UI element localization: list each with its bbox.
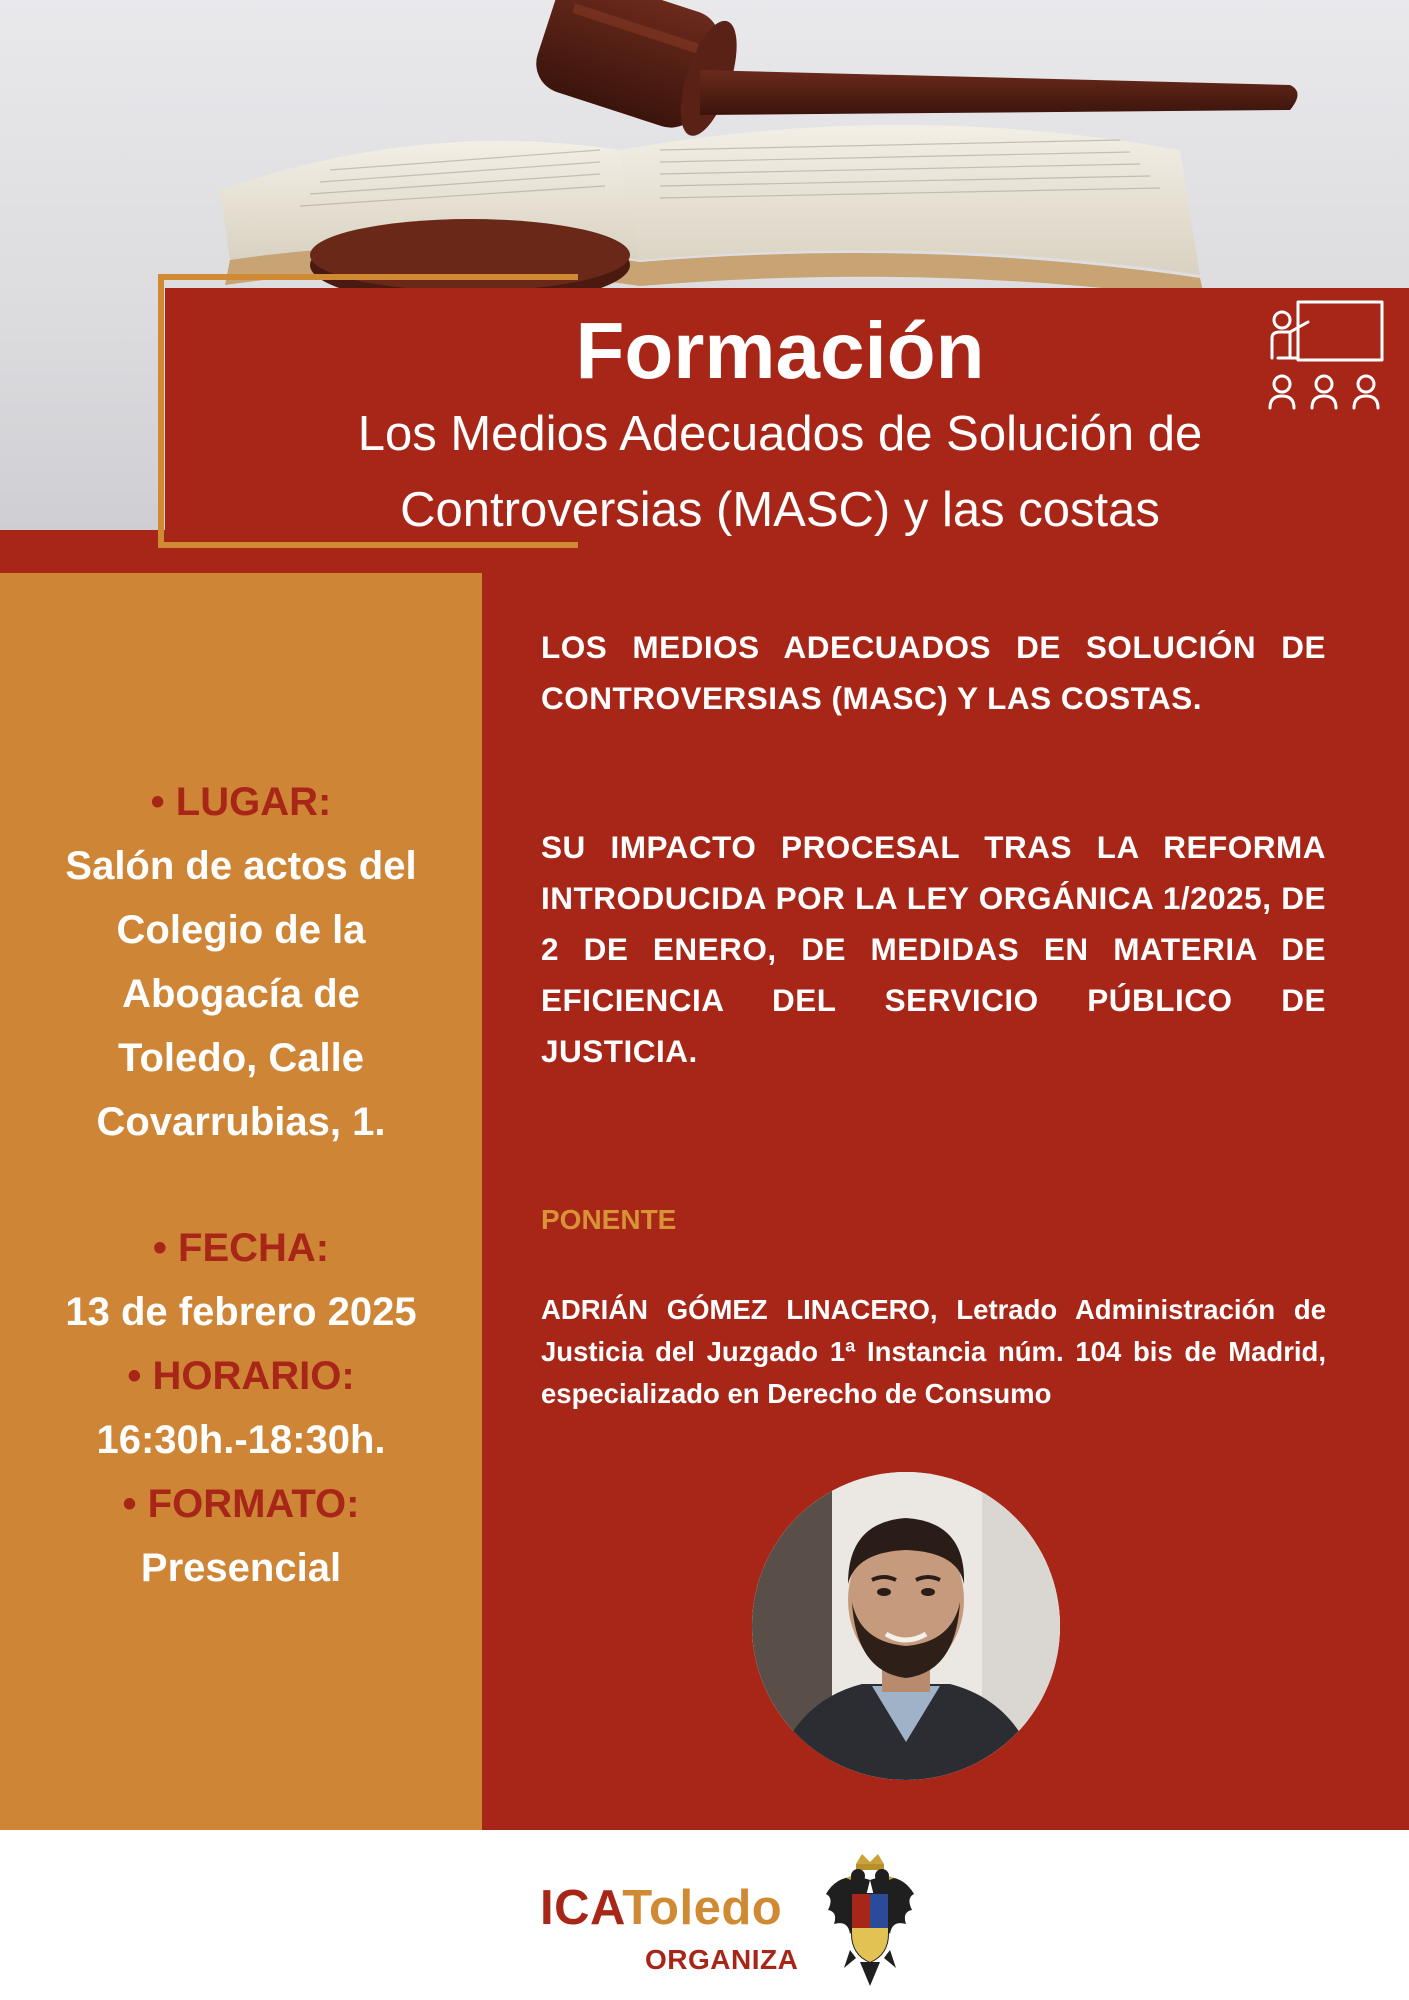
- course-title-text: LOS MEDIOS ADECUADOS DE SOLUCIÓN DE CONTROVERSIAS (MASC) Y LAS COSTAS.: [541, 629, 1326, 716]
- formato-value: Presencial: [140, 1546, 342, 1590]
- lugar-line: Colegio de la: [116, 908, 366, 952]
- teaching-board-icon: [1268, 298, 1388, 418]
- formato-label: • FORMATO:: [122, 1482, 360, 1526]
- horario-value: 16:30h.-18:30h.: [96, 1418, 386, 1462]
- speaker-description: ADRIÁN GÓMEZ LINACERO, Letrado Administración de Justicia del Juzgado 1ª Instancia núm. 104 bis de Madrid, especializado en Derecho de Consumo: [541, 1294, 1326, 1409]
- lugar-label: • LUGAR:: [150, 780, 332, 824]
- frame-decoration: [158, 274, 578, 280]
- lugar-line: Abogacía de: [122, 972, 360, 1016]
- organizer-logo-text: [540, 1880, 782, 1936]
- brand-ica: ICA: [540, 1881, 623, 1935]
- course-description-text: SU IMPACTO PROCESAL TRAS LA REFORMA INTRODUCIDA POR LA LEY ORGÁNICA 1/2025, DE 2 DE ENERO, DE MEDIDAS EN MATERIA DE EFICIENCIA DEL SERVICIO PÚBLICO DE JUSTICIA.: [541, 829, 1326, 1069]
- ponente-label: PONENTE: [541, 1204, 677, 1235]
- fecha-value: 13 de febrero 2025: [65, 1290, 417, 1334]
- lugar-line: Toledo, Calle: [118, 1036, 364, 1080]
- page-title: Formación: [575, 306, 985, 395]
- subtitle-line: Los Medios Adecuados de Solución de: [357, 407, 1203, 461]
- lugar-line: Covarrubias, 1.: [96, 1100, 386, 1144]
- frame-decoration: [158, 274, 164, 548]
- organiza-label: ORGANIZA: [645, 1944, 799, 1975]
- horario-label: • HORARIO:: [127, 1354, 355, 1398]
- coat-of-arms-icon: [820, 1850, 920, 1990]
- page-subtitle: [230, 396, 1330, 548]
- fecha-label: • FECHA:: [152, 1226, 330, 1270]
- lugar-line: Salón de actos del: [65, 844, 417, 888]
- speaker-photo: [752, 1472, 1060, 1780]
- brand-toledo: Toledo: [622, 1881, 783, 1935]
- event-details: [0, 770, 482, 1600]
- subtitle-line: Controversias (MASC) y las costas: [400, 483, 1160, 537]
